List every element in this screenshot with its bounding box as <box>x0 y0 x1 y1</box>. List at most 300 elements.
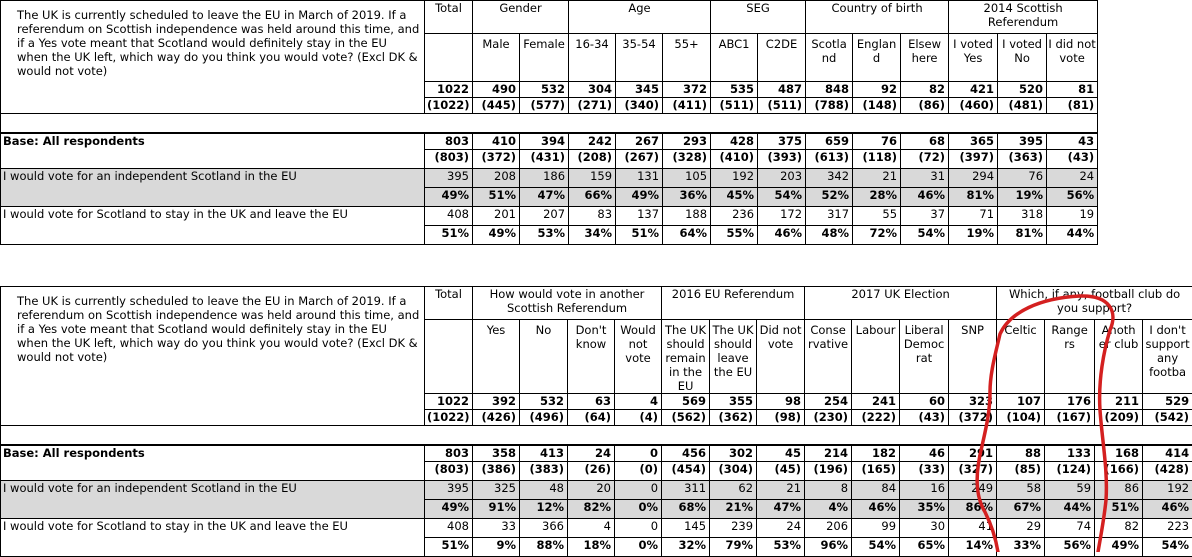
value-cell: 76 <box>998 169 1047 188</box>
value-cell: (86) <box>901 98 949 114</box>
answer-label: I would vote for Scotland to stay in the UK and leave the EU <box>1 207 425 226</box>
value-cell: 55 <box>853 207 901 226</box>
sub-header: Scotla nd <box>806 34 853 82</box>
base-row <box>1 445 1192 462</box>
value-cell: 168 <box>1095 445 1143 462</box>
value-cell: (230) <box>805 410 852 426</box>
sub-header: Liberal Democ rat <box>900 320 949 394</box>
sub-header: Englan d <box>853 34 901 82</box>
unweighted-row <box>1 82 1098 98</box>
value-cell: (209) <box>1095 410 1143 426</box>
value-cell: (166) <box>1095 462 1143 481</box>
value-cell: 44% <box>1047 226 1098 245</box>
col-group: Age <box>569 1 711 34</box>
value-cell: 19% <box>998 188 1047 207</box>
value-cell: 24 <box>568 445 615 462</box>
answer-label: I would vote for Scotland to stay in the UK and leave the EU <box>1 519 425 538</box>
weighted-row <box>1 410 1192 426</box>
value-cell: 82% <box>568 500 615 519</box>
value-cell: 192 <box>711 169 758 188</box>
value-cell: (118) <box>853 150 901 169</box>
value-cell: 81% <box>949 188 998 207</box>
value-cell: (577) <box>520 98 569 114</box>
value-cell: 55% <box>711 226 758 245</box>
value-cell: 76 <box>853 133 901 150</box>
value-cell: 294 <box>949 169 998 188</box>
value-cell: 81 <box>1047 82 1098 98</box>
value-cell: 64% <box>663 226 711 245</box>
question-text: The UK is currently scheduled to leave the EU in March of 2019. If a referendum on Scottish independence was held around this time, and if a Yes vote meant that Scotland would definitely stay in the EU when the UK left, which way do you think you would vote? (Excl DK & would not vote) <box>1 287 425 394</box>
value-cell: 82 <box>901 82 949 98</box>
col-group: 2016 EU Referendum <box>662 287 805 320</box>
value-cell: 52% <box>806 188 853 207</box>
value-cell: (148) <box>853 98 901 114</box>
value-cell: (496) <box>520 410 568 426</box>
value-cell: 410 <box>473 133 520 150</box>
value-cell: 395 <box>425 169 473 188</box>
value-cell: 19% <box>949 226 998 245</box>
value-cell: 86% <box>949 500 997 519</box>
value-cell: 366 <box>520 519 568 538</box>
value-cell: 203 <box>758 169 806 188</box>
value-cell: 291 <box>949 445 997 462</box>
value-cell: (222) <box>852 410 900 426</box>
value-cell: 44% <box>1045 500 1095 519</box>
value-cell: (372) <box>949 410 997 426</box>
sub-header: I did not vote <box>1047 34 1098 82</box>
col-group: Gender <box>473 1 569 34</box>
value-cell: (267) <box>616 150 663 169</box>
value-cell: (0) <box>615 462 662 481</box>
sub-header: Labour <box>852 320 900 394</box>
value-cell: 71 <box>949 207 998 226</box>
value-cell: (328) <box>663 150 711 169</box>
value-cell: 19 <box>1047 207 1098 226</box>
value-cell: 82 <box>1095 519 1143 538</box>
value-cell: 414 <box>1143 445 1192 462</box>
sub-header: I voted No <box>998 34 1047 82</box>
spacer-row <box>1 114 1098 134</box>
value-cell: 133 <box>1045 445 1095 462</box>
value-cell: (431) <box>520 150 569 169</box>
value-cell: 51% <box>425 226 473 245</box>
value-cell: (481) <box>998 98 1047 114</box>
value-cell: 408 <box>425 519 473 538</box>
value-cell: 56% <box>1047 188 1098 207</box>
value-cell: 29 <box>997 519 1045 538</box>
value-cell: 74 <box>1045 519 1095 538</box>
value-cell: 48% <box>806 226 853 245</box>
value-cell: 53% <box>520 226 569 245</box>
value-cell: 60 <box>900 394 949 410</box>
value-cell: (271) <box>569 98 616 114</box>
value-cell: 51% <box>473 188 520 207</box>
value-cell: 45% <box>711 188 758 207</box>
value-cell: 81% <box>998 226 1047 245</box>
value-cell: 91% <box>473 500 520 519</box>
base-label: Base: All respondents <box>1 445 425 462</box>
value-cell: 803 <box>425 133 473 150</box>
value-cell: 8 <box>805 481 852 500</box>
value-cell: 51% <box>616 226 663 245</box>
value-cell: (613) <box>806 150 853 169</box>
value-cell: (393) <box>758 150 806 169</box>
value-cell: (362) <box>710 410 757 426</box>
value-cell: (196) <box>805 462 852 481</box>
value-cell: 49% <box>1095 538 1143 557</box>
value-cell: (43) <box>900 410 949 426</box>
value-cell: 51% <box>425 538 473 557</box>
value-cell: (542) <box>1143 410 1192 426</box>
value-cell: 37 <box>901 207 949 226</box>
value-cell: 67% <box>997 500 1045 519</box>
value-cell: 21 <box>853 169 901 188</box>
value-cell: 569 <box>662 394 710 410</box>
value-cell: 394 <box>520 133 569 150</box>
col-group: 2014 Scottish Referendum <box>949 1 1098 34</box>
answer-row-independent <box>1 169 1098 188</box>
value-cell: 54% <box>1143 538 1192 557</box>
value-cell: 47% <box>757 500 805 519</box>
value-cell: (788) <box>806 98 853 114</box>
sub-header: Conse rvative <box>805 320 852 394</box>
value-cell: 92 <box>853 82 901 98</box>
value-cell: 66% <box>569 188 616 207</box>
sub-header: Celtic <box>997 320 1045 394</box>
value-cell: 242 <box>569 133 616 150</box>
value-cell: (124) <box>1045 462 1095 481</box>
value-cell: 214 <box>805 445 852 462</box>
sub-header: Female <box>520 34 569 82</box>
value-cell: 532 <box>520 394 568 410</box>
value-cell: 372 <box>663 82 711 98</box>
value-cell: 45 <box>757 445 805 462</box>
value-cell: 9% <box>473 538 520 557</box>
value-cell: (454) <box>662 462 710 481</box>
value-cell: (167) <box>1045 410 1095 426</box>
unweighted-row <box>1 394 1192 410</box>
value-cell: 211 <box>1095 394 1143 410</box>
value-cell: (33) <box>900 462 949 481</box>
value-cell: 4 <box>568 519 615 538</box>
value-cell: 249 <box>949 481 997 500</box>
sub-header: Anoth er club <box>1095 320 1143 394</box>
value-cell: 241 <box>852 394 900 410</box>
value-cell: 172 <box>758 207 806 226</box>
sub-header: 16-34 <box>569 34 616 82</box>
value-cell: 408 <box>425 207 473 226</box>
col-group: Total <box>425 1 473 34</box>
value-cell: 107 <box>997 394 1045 410</box>
value-cell: 207 <box>520 207 569 226</box>
value-cell: 12% <box>520 500 568 519</box>
value-cell: 105 <box>663 169 711 188</box>
value-cell: 1022 <box>425 394 473 410</box>
value-cell: 53% <box>757 538 805 557</box>
base-weighted-row <box>1 462 1192 481</box>
value-cell: 34% <box>569 226 616 245</box>
sub-header: 55+ <box>663 34 711 82</box>
value-cell: 413 <box>520 445 568 462</box>
value-cell: 48 <box>520 481 568 500</box>
value-cell: 88 <box>997 445 1045 462</box>
value-cell: 35% <box>900 500 949 519</box>
base-label: Base: All respondents <box>1 133 425 150</box>
value-cell: (1022) <box>425 98 473 114</box>
value-cell: (81) <box>1047 98 1098 114</box>
value-cell: 46 <box>900 445 949 462</box>
sub-header: The UK should leave the EU <box>710 320 757 394</box>
value-cell: 365 <box>949 133 998 150</box>
value-cell: 62 <box>710 481 757 500</box>
sub-header: Would not vote <box>615 320 662 394</box>
answer-row-independent-pct <box>1 500 1192 519</box>
value-cell: 137 <box>616 207 663 226</box>
value-cell: 239 <box>710 519 757 538</box>
value-cell: 54% <box>901 226 949 245</box>
value-cell: 529 <box>1143 394 1192 410</box>
value-cell: 68% <box>662 500 710 519</box>
answer-row-independent-pct <box>1 188 1098 207</box>
value-cell: 145 <box>662 519 710 538</box>
value-cell: (4) <box>615 410 662 426</box>
value-cell: 72% <box>853 226 901 245</box>
value-cell: 54% <box>852 538 900 557</box>
value-cell: 49% <box>616 188 663 207</box>
value-cell: 46% <box>901 188 949 207</box>
value-cell: 51% <box>1095 500 1143 519</box>
value-cell: 803 <box>425 445 473 462</box>
value-cell: (304) <box>710 462 757 481</box>
col-group: Country of birth <box>806 1 949 34</box>
value-cell: 201 <box>473 207 520 226</box>
value-cell: (386) <box>473 462 520 481</box>
value-cell: 18% <box>568 538 615 557</box>
value-cell: (372) <box>473 150 520 169</box>
value-cell: 421 <box>949 82 998 98</box>
value-cell: 304 <box>569 82 616 98</box>
value-cell: (410) <box>711 150 758 169</box>
sub-header: Elsew here <box>901 34 949 82</box>
value-cell: 325 <box>473 481 520 500</box>
value-cell: 31 <box>901 169 949 188</box>
value-cell: 49% <box>425 500 473 519</box>
col-group: How would vote in another Scottish Referendum <box>473 287 662 320</box>
answer-row-stay-uk <box>1 519 1192 538</box>
value-cell: (803) <box>425 462 473 481</box>
value-cell: 56% <box>1045 538 1095 557</box>
sub-header: ABC1 <box>711 34 758 82</box>
value-cell: 375 <box>758 133 806 150</box>
value-cell: (340) <box>616 98 663 114</box>
value-cell: 21% <box>710 500 757 519</box>
sub-header: Range rs <box>1045 320 1095 394</box>
value-cell: 535 <box>711 82 758 98</box>
value-cell: 176 <box>1045 394 1095 410</box>
value-cell: (562) <box>662 410 710 426</box>
value-cell: (43) <box>1047 150 1098 169</box>
value-cell: 0% <box>615 500 662 519</box>
value-cell: 30 <box>900 519 949 538</box>
value-cell: 456 <box>662 445 710 462</box>
sub-header: The UK should remain in the EU <box>662 320 710 394</box>
value-cell: 188 <box>663 207 711 226</box>
value-cell: 63 <box>568 394 615 410</box>
answer-row-stay-uk <box>1 207 1098 226</box>
value-cell: 86 <box>1095 481 1143 500</box>
base-row <box>1 133 1098 150</box>
value-cell: 32% <box>662 538 710 557</box>
value-cell: 54% <box>758 188 806 207</box>
sub-header: C2DE <box>758 34 806 82</box>
value-cell: 342 <box>806 169 853 188</box>
value-cell: (445) <box>473 98 520 114</box>
value-cell: 1022 <box>425 82 473 98</box>
sub-header: Don't know <box>568 320 615 394</box>
spacer-row <box>1 426 1192 446</box>
value-cell: 46% <box>1143 500 1192 519</box>
value-cell: (327) <box>949 462 997 481</box>
value-cell: 206 <box>805 519 852 538</box>
sub-header: I voted Yes <box>949 34 998 82</box>
value-cell: 131 <box>616 169 663 188</box>
value-cell: (72) <box>901 150 949 169</box>
sub-header: Did not vote <box>757 320 805 394</box>
answer-row-independent <box>1 481 1192 500</box>
value-cell: 33% <box>997 538 1045 557</box>
answer-row-stay-uk-pct <box>1 226 1098 245</box>
sub-header: Yes <box>473 320 520 394</box>
value-cell: 208 <box>473 169 520 188</box>
value-cell: 83 <box>569 207 616 226</box>
value-cell: 355 <box>710 394 757 410</box>
weighted-row <box>1 98 1098 114</box>
value-cell: 392 <box>473 394 520 410</box>
col-group: 2017 UK Election <box>805 287 997 320</box>
value-cell: (426) <box>473 410 520 426</box>
value-cell: 254 <box>805 394 852 410</box>
value-cell: 98 <box>757 394 805 410</box>
value-cell: (104) <box>997 410 1045 426</box>
value-cell: 223 <box>1143 519 1192 538</box>
value-cell: 79% <box>710 538 757 557</box>
value-cell: 0 <box>615 481 662 500</box>
value-cell: (165) <box>852 462 900 481</box>
value-cell: 0 <box>615 445 662 462</box>
value-cell: (64) <box>568 410 615 426</box>
value-cell: 33 <box>473 519 520 538</box>
crosstab-table-1 <box>0 0 1098 245</box>
value-cell: 96% <box>805 538 852 557</box>
value-cell: 323 <box>949 394 997 410</box>
value-cell: 490 <box>473 82 520 98</box>
value-cell: 159 <box>569 169 616 188</box>
value-cell: 47% <box>520 188 569 207</box>
value-cell: 311 <box>662 481 710 500</box>
value-cell: (1022) <box>425 410 473 426</box>
value-cell: 16 <box>900 481 949 500</box>
value-cell: 848 <box>806 82 853 98</box>
value-cell: 659 <box>806 133 853 150</box>
value-cell: 293 <box>663 133 711 150</box>
col-group: SEG <box>711 1 806 34</box>
value-cell: 182 <box>852 445 900 462</box>
value-cell: 267 <box>616 133 663 150</box>
value-cell: 520 <box>998 82 1047 98</box>
value-cell: (26) <box>568 462 615 481</box>
value-cell: (428) <box>1143 462 1192 481</box>
value-cell: 345 <box>616 82 663 98</box>
value-cell: 68 <box>901 133 949 150</box>
value-cell: 0 <box>615 519 662 538</box>
sub-header: 35-54 <box>616 34 663 82</box>
sub-header: No <box>520 320 568 394</box>
value-cell: 84 <box>852 481 900 500</box>
value-cell: 4% <box>805 500 852 519</box>
value-cell: 318 <box>998 207 1047 226</box>
value-cell: 28% <box>853 188 901 207</box>
value-cell: 192 <box>1143 481 1192 500</box>
answer-row-stay-uk-pct <box>1 538 1192 557</box>
sub-header: Male <box>473 34 520 82</box>
sub-header: I don't support any footba <box>1143 320 1192 394</box>
value-cell: (511) <box>711 98 758 114</box>
value-cell: 236 <box>711 207 758 226</box>
answer-label: I would vote for an independent Scotland in the EU <box>1 169 425 188</box>
value-cell: 532 <box>520 82 569 98</box>
value-cell: (363) <box>998 150 1047 169</box>
value-cell: 46% <box>758 226 806 245</box>
answer-label: I would vote for an independent Scotland in the EU <box>1 481 425 500</box>
value-cell: 88% <box>520 538 568 557</box>
value-cell: 395 <box>425 481 473 500</box>
value-cell: 0% <box>615 538 662 557</box>
value-cell: 41 <box>949 519 997 538</box>
question-text: The UK is currently scheduled to leave the EU in March of 2019. If a referendum on Scottish independence was held around this time, and if a Yes vote meant that Scotland would definitely stay in the EU when the UK left, which way do you think you would vote? (Excl DK & would not vote) <box>1 1 425 82</box>
value-cell: (397) <box>949 150 998 169</box>
col-group: Which, if any, football club do you support? <box>997 287 1192 320</box>
value-cell: (98) <box>757 410 805 426</box>
value-cell: (85) <box>997 462 1045 481</box>
value-cell: 20 <box>568 481 615 500</box>
value-cell: (45) <box>757 462 805 481</box>
value-cell: 21 <box>757 481 805 500</box>
value-cell: (511) <box>758 98 806 114</box>
value-cell: 65% <box>900 538 949 557</box>
crosstab-table-2 <box>0 286 1192 557</box>
value-cell: 99 <box>852 519 900 538</box>
value-cell: 59 <box>1045 481 1095 500</box>
base-weighted-row <box>1 150 1098 169</box>
value-cell: (383) <box>520 462 568 481</box>
value-cell: 49% <box>425 188 473 207</box>
value-cell: 4 <box>615 394 662 410</box>
sub-header: SNP <box>949 320 997 394</box>
value-cell: 317 <box>806 207 853 226</box>
value-cell: 14% <box>949 538 997 557</box>
value-cell: 395 <box>998 133 1047 150</box>
value-cell: 24 <box>757 519 805 538</box>
value-cell: 58 <box>997 481 1045 500</box>
value-cell: (208) <box>569 150 616 169</box>
value-cell: 302 <box>710 445 757 462</box>
value-cell: 358 <box>473 445 520 462</box>
value-cell: (411) <box>663 98 711 114</box>
value-cell: 49% <box>473 226 520 245</box>
value-cell: 487 <box>758 82 806 98</box>
col-group: Total <box>425 287 473 320</box>
value-cell: 43 <box>1047 133 1098 150</box>
